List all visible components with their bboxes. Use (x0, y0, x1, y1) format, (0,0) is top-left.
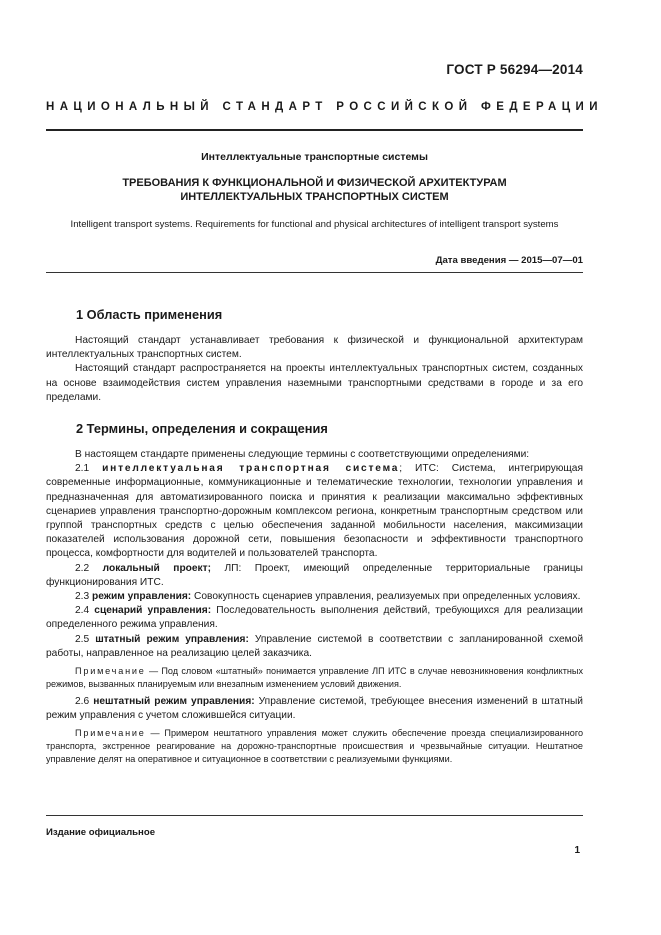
term-number: 2.6 (75, 695, 94, 707)
term-number: 2.4 (75, 605, 95, 617)
term-2-6 (46, 695, 583, 723)
term-name: сценарий управления: (94, 605, 212, 617)
section-2-intro: В настоящем стандарте применены следующие термины с соответствующими определениями: (75, 449, 530, 461)
standard-code: ГОСТ Р 56294—2014 (446, 62, 583, 77)
term-name: штатный режим управления: (95, 633, 249, 645)
term-2-3 (46, 590, 583, 604)
term-number: 2.3 (75, 591, 92, 603)
term-definition: Последовательность выполнения действий, требующихся для реализации определенного режима управления. (46, 605, 583, 631)
introduction-date: Дата введения — 2015—07—01 (435, 255, 583, 266)
term-definition: Совокупность сценариев управления, реализуемых при определенных условиях. (191, 591, 581, 603)
main-title (46, 177, 583, 204)
term-definition: ; ИТС: Система, интегрирующая современные информационные, коммуникационные и телематические технологии, технологии управления и предназначенная для автоматизированного поиска и принятия к реализации максимально эффективных сценариев управления транспортно-дорожным комплексом региона, конкретным транспортным средством или группой транспортных средств с целью обеспечения заданной мобильности населения, максимизации показателей использования дорожной сети, повышения безопасности и эффективности транспортного процесса, комфортности для водителей и пользователей транспорта. (46, 463, 583, 560)
term-2-4 (46, 604, 583, 632)
term-number: 2.5 (75, 633, 96, 645)
series-title: Интеллектуальные транспортные системы (201, 151, 428, 163)
header-rule (46, 129, 583, 131)
section-2-heading: 2 Термины, определения и сокращения (76, 421, 328, 437)
edition-label: Издание официальное (46, 827, 156, 838)
english-title: Intelligent transport systems. Requirements for functional and physical architectures of intelligent transport systems (70, 219, 559, 230)
term-name: нештатный режим управления: (93, 695, 255, 707)
title-rule (46, 272, 583, 273)
main-title-line-1: ТРЕБОВАНИЯ К ФУНКЦИОНАЛЬНОЙ И ФИЗИЧЕСКОЙ АРХИТЕКТУРАМ (122, 177, 507, 189)
document-body (46, 307, 583, 765)
term-name: режим управления: (92, 591, 192, 603)
note-label: Примечание (75, 666, 146, 677)
section-1-paragraph-2: Настоящий стандарт распространяется на проекты интеллектуальных транспортных систем, созданных на основе взаимодействия систем управления наземными транспортными средствами в городе и за его пределами. (46, 363, 583, 403)
term-number: 2.1 (75, 463, 103, 475)
national-standard-banner: НАЦИОНАЛЬНЫЙ СТАНДАРТ РОССИЙСКОЙ ФЕДЕРАЦИИ (46, 101, 603, 113)
term-name: локальный проект; (102, 562, 212, 574)
note-text: — Примером нештатного управления может служить обеспечение проезда специализированного транспорта, экстренное реагирование на дорожно-транспортные происшествия и чрезвычайные ситуации. Нештатное управление делят на оперативное и ситуационное в соответствии с реализуемыми функциями. (46, 728, 583, 764)
section-1-paragraph-1: Настоящий стандарт устанавливает требования к физической и функциональной архитектурам интеллектуальных транспортных систем. (46, 335, 583, 361)
term-2-1 (46, 462, 583, 561)
note-2 (46, 727, 583, 765)
main-title-line-2: ИНТЕЛЛЕКТУАЛЬНЫХ ТРАНСПОРТНЫХ СИСТЕМ (180, 190, 449, 203)
term-2-2 (46, 562, 583, 590)
note-text: — Под словом «штатный» понимается управление ЛП ИТС в случае невозникновения конфликтных режимов, вызванных планируемым или внезапным изменением условий движения. (46, 666, 583, 689)
page-number: 1 (574, 845, 580, 856)
note-1 (46, 665, 583, 691)
term-definition: Управление системой в соответствии с запланированной схемой работы, направленное на реализацию целей заказчика. (46, 633, 584, 659)
note-label: Примечание (75, 728, 146, 739)
term-number: 2.2 (75, 562, 103, 574)
term-definition: Управление системой, требующее внесения изменений в штатный режим управления с учетом сложившейся ситуации. (46, 695, 583, 721)
section-1-heading: 1 Область применения (76, 307, 223, 322)
term-definition: ЛП: Проект, имеющий определенные территориальные границы функционирования ИТС. (46, 562, 583, 588)
term-name: интеллектуальная транспортная система (102, 463, 400, 475)
footer-rule (46, 815, 583, 816)
term-2-5 (46, 633, 583, 661)
